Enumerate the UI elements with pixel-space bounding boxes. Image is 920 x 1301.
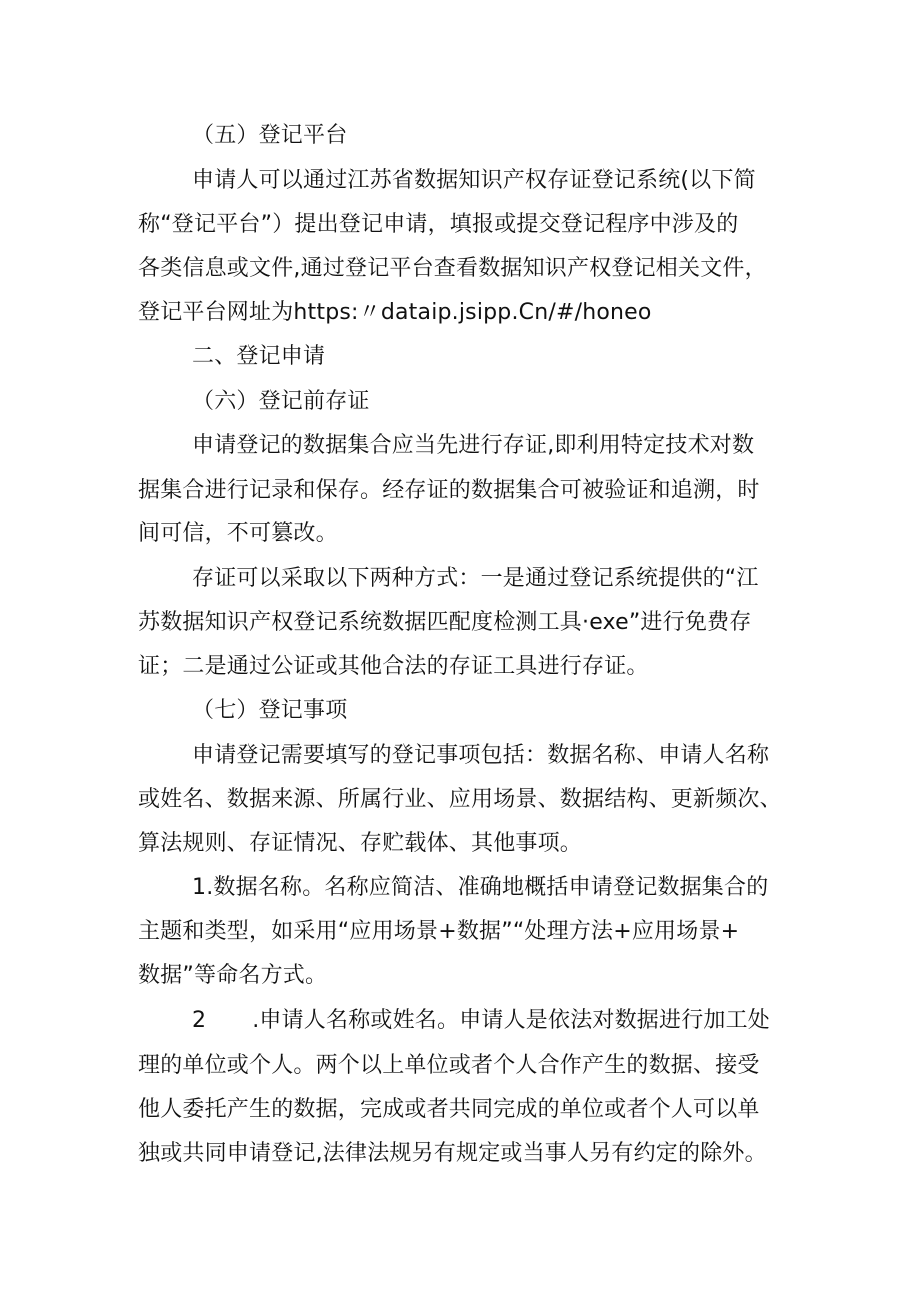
paragraph-line: 苏数据知识产权登记系统数据匹配度检测工具·exe”进行免费存 (138, 610, 752, 635)
paragraph-line: 各类信息或文件,通过登记平台查看数据知识产权登记相关文件， (138, 256, 767, 281)
paragraph-line: 据集合进行记录和保存。经存证的数据集合可被验证和追溯，时 (138, 478, 760, 503)
paragraph-line: 申请登记需要填写的登记事项包括：数据名称、申请人名称 (192, 743, 770, 768)
paragraph-line: 登记平台网址为https:〃dataip.jsipp.Cn/#/honeo (138, 300, 652, 325)
paragraph-line: 独或共同申请登记,法律法规另有规定或当事人另有约定的除外。 (138, 1141, 767, 1166)
paragraph-line: 1.数据名称。名称应简洁、准确地概括申请登记数据集合的 (192, 875, 769, 900)
paragraph-line (192, 1006, 770, 1036)
item-text: .申请人名称或姓名。申请人是依法对数据进行加工处 (252, 1008, 770, 1033)
section-heading-6: （六）登记前存证 (192, 389, 370, 414)
item-number: 2 (192, 1008, 207, 1033)
paragraph-line: 间可信，不可篡改。 (138, 521, 338, 546)
paragraph-line: 或姓名、数据来源、所属行业、应用场景、数据结构、更新频次、 (138, 787, 782, 812)
paragraph-line: 他人委托产生的数据，完成或者共同完成的单位或者个人可以单 (138, 1097, 760, 1122)
paragraph-line: 证；二是通过公证或其他合法的存证工具进行存证。 (138, 654, 649, 679)
paragraph-line: 数据”等命名方式。 (138, 963, 328, 988)
section-heading-7: （七）登记事项 (192, 698, 348, 723)
paragraph-line: 主题和类型，如采用“应用场景+数据”“处理方法+应用场景+ (138, 919, 740, 944)
paragraph-line: 算法规则、存证情况、存贮载体、其他事项。 (138, 831, 583, 856)
paragraph-line: 理的单位或个人。两个以上单位或者个人合作产生的数据、接受 (138, 1053, 760, 1078)
section-heading-2: 二、登记申请 (192, 344, 326, 369)
paragraph-line: 申请登记的数据集合应当先进行存证,即利用特定技术对数 (192, 433, 755, 458)
section-heading-5: （五）登记平台 (192, 123, 348, 148)
paragraph-line: 申请人可以通过江苏省数据知识产权存证登记系统(以下简 (192, 168, 756, 193)
paragraph-line: 存证可以采取以下两种方式：一是通过登记系统提供的“江 (192, 566, 759, 591)
paragraph-line: 称“登记平台”）提出登记申请，填报或提交登记程序中涉及的 (138, 212, 739, 237)
